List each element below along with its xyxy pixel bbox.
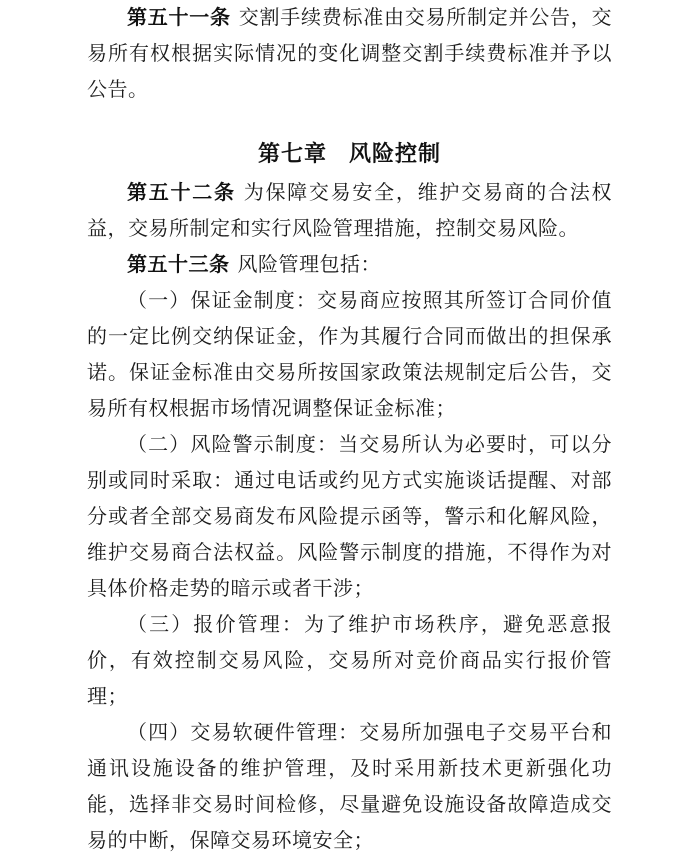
- article-53-paragraph: [87, 247, 612, 283]
- risk-item-1-paragraph: （一）保证金制度：交易商应按照其所签订合同价值的一定比例交纳保证金，作为其履行合同而做出的担保承诺。保证金标准由交易所按国家政策法规制定后公告，交易所有权根据市场情况调整保证金标准；: [87, 290, 612, 420]
- risk-item-3-paragraph: （三）报价管理：为了维护市场秩序，避免恶意报价，有效控制交易风险，交易所对竞价商品实行报价管理；: [87, 614, 612, 708]
- chapter-heading: [87, 136, 612, 172]
- article-52-number: 第五十二条: [127, 182, 236, 204]
- article-52-paragraph: [87, 175, 612, 247]
- article-52-text: 为保障交易安全，维护交易商的合法权益，交易所制定和实行风险管理措施，控制交易风险。: [87, 182, 613, 240]
- article-53-number: 第五十三条: [127, 254, 230, 276]
- article-51-number: 第五十一条: [127, 7, 231, 29]
- article-51-paragraph: [87, 0, 612, 108]
- risk-item-4-paragraph: （四）交易软硬件管理：交易所加强电子交易平台和通讯设施设备的维护管理，及时采用新技术更新强化功能，选择非交易时间检修，尽量避免设施设备故障造成交易的中断，保障交易环境安全；: [87, 722, 612, 852]
- chapter-number: 第七章: [257, 141, 327, 166]
- risk-item-2-paragraph: （二）风险警示制度：当交易所认为必要时，可以分别或同时采取：通过电话或约见方式实施谈话提醒、对部分或者全部交易商发布风险提示函等，警示和化解风险，维护交易商合法权益。风险警示制度的措施，不得作为对具体价格走势的暗示或者干涉；: [87, 434, 612, 600]
- article-51-text: 交割手续费标准由交易所制定并公告，交易所有权根据实际情况的变化调整交割手续费标准并予以公告。: [87, 7, 612, 101]
- article-53-text: 风险管理包括：: [237, 254, 381, 276]
- chapter-title: 风险控制: [349, 141, 442, 166]
